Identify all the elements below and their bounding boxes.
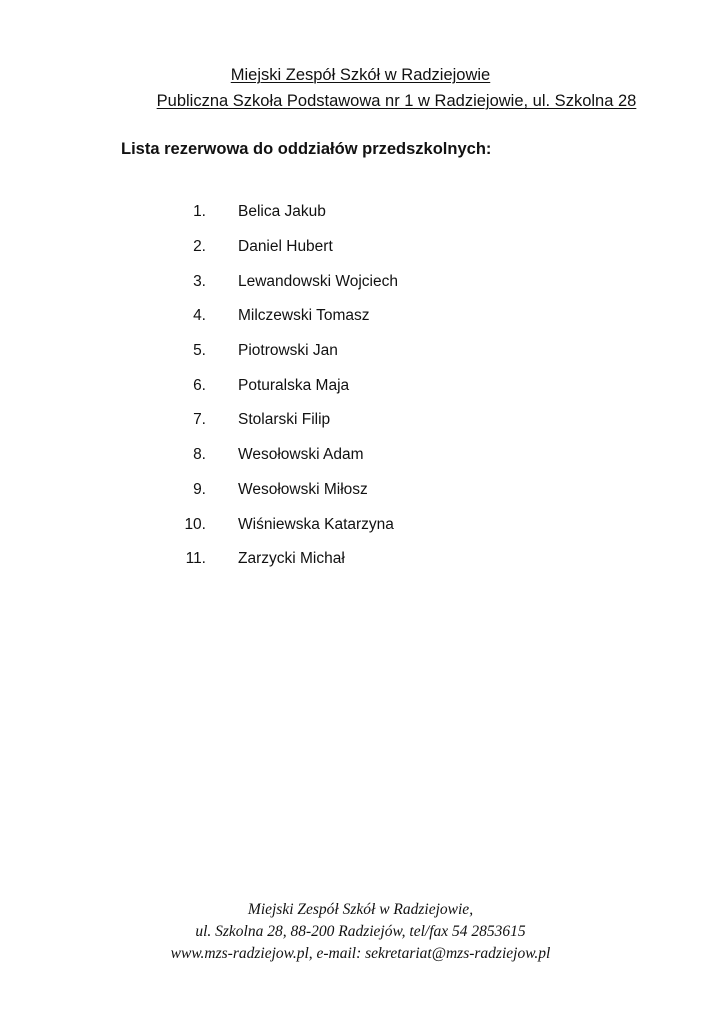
list-item-name: Zarzycki Michał <box>238 550 345 568</box>
footer-address: ul. Szkolna 28, 88-200 Radziejów, tel/fax 54 2853615 <box>195 923 526 940</box>
list-item-number: 10. <box>184 515 206 533</box>
school-name-address: Publiczna Szkoła Podstawowa nr 1 w Radziejowie, ul. Szkolna 28 <box>156 92 637 110</box>
document-header <box>0 62 721 114</box>
school-complex-name: Miejski Zespół Szkół w Radziejowie <box>230 66 491 84</box>
list-item <box>0 299 721 334</box>
list-item <box>0 334 721 369</box>
list-item-name: Stolarski Filip <box>238 411 331 429</box>
document-footer <box>0 899 721 965</box>
list-item-number: 1. <box>193 203 206 221</box>
list-item <box>0 368 721 403</box>
list-item-name: Wesołowski Miłosz <box>238 480 368 498</box>
list-item-number: 4. <box>193 307 206 325</box>
list-item-number: 2. <box>193 238 206 256</box>
list-item <box>0 264 721 299</box>
list-item-name: Wiśniewska Katarzyna <box>238 515 394 533</box>
list-item <box>0 195 721 230</box>
footer-school-name: Miejski Zespół Szkół w Radziejowie, <box>247 901 474 918</box>
list-item-number: 3. <box>193 272 206 290</box>
list-item <box>0 438 721 473</box>
list-item-name: Poturalska Maja <box>238 376 350 394</box>
list-item-name: Daniel Hubert <box>238 238 333 256</box>
footer-contact: www.mzs-radziejow.pl, e-mail: sekretariat@mzs-radziejow.pl <box>170 945 551 962</box>
list-item-number: 9. <box>193 480 206 498</box>
list-item-name: Milczewski Tomasz <box>238 307 370 325</box>
list-title: Lista rezerwowa do oddziałów przedszkolnych: <box>121 140 492 158</box>
list-item-name: Lewandowski Wojciech <box>238 272 398 290</box>
list-item <box>0 542 721 577</box>
list-item-number: 5. <box>193 342 206 360</box>
list-item <box>0 507 721 542</box>
list-item-number: 8. <box>193 446 206 464</box>
list-item <box>0 403 721 438</box>
list-item <box>0 473 721 508</box>
list-item <box>0 230 721 265</box>
list-item-number: 6. <box>193 376 206 394</box>
list-item-name: Belica Jakub <box>238 203 326 221</box>
list-item-number: 11. <box>185 550 206 568</box>
list-item-name: Wesołowski Adam <box>238 446 364 464</box>
list-item-name: Piotrowski Jan <box>238 342 338 360</box>
list-item-number: 7. <box>193 411 206 429</box>
reserve-list <box>0 195 721 577</box>
